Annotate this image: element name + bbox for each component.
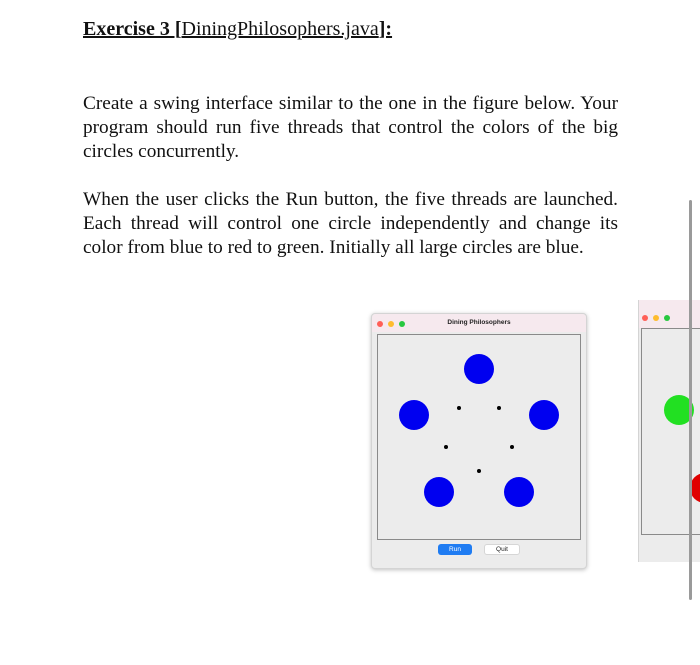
heading-prefix: Exercise 3 [ (83, 18, 182, 40)
philosophers-panel (377, 334, 581, 540)
second-zoom-icon[interactable] (664, 315, 670, 321)
fork-dot-1 (457, 406, 461, 410)
quit-button[interactable]: Quit (484, 544, 520, 555)
paragraph-1: Create a swing interface similar to the one in the figure below. Your program should run five threads that control the colors of the big circles concurrently. (83, 93, 618, 162)
heading-suffix: ]: (378, 18, 393, 40)
fork-dot-3 (444, 445, 448, 449)
fork-dot-5 (477, 469, 481, 473)
philosopher-circle-3 (529, 400, 559, 430)
second-minimize-icon[interactable] (653, 315, 659, 321)
window-title: Dining Philosophers (447, 319, 511, 326)
fork-dot-4 (510, 445, 514, 449)
page-scrollbar[interactable] (689, 200, 692, 600)
philosopher-circle-4 (424, 477, 454, 507)
run-button[interactable]: Run (438, 544, 472, 555)
heading-filename: DiningPhilosophers.java (181, 18, 379, 40)
dining-philosophers-window (371, 313, 587, 569)
exercise-heading (83, 18, 392, 41)
paragraph-2: When the user clicks the Run button, the five threads are launched. Each thread will control one circle independently and change its color from blue to red to green. Initially all large circles are blue. (83, 189, 618, 258)
philosopher-circle-5 (504, 477, 534, 507)
fork-dot-2 (497, 406, 501, 410)
philosopher-circle-1 (464, 354, 494, 384)
second-close-icon[interactable] (642, 315, 648, 321)
window-titlebar (372, 314, 586, 332)
philosopher-circle-2 (399, 400, 429, 430)
